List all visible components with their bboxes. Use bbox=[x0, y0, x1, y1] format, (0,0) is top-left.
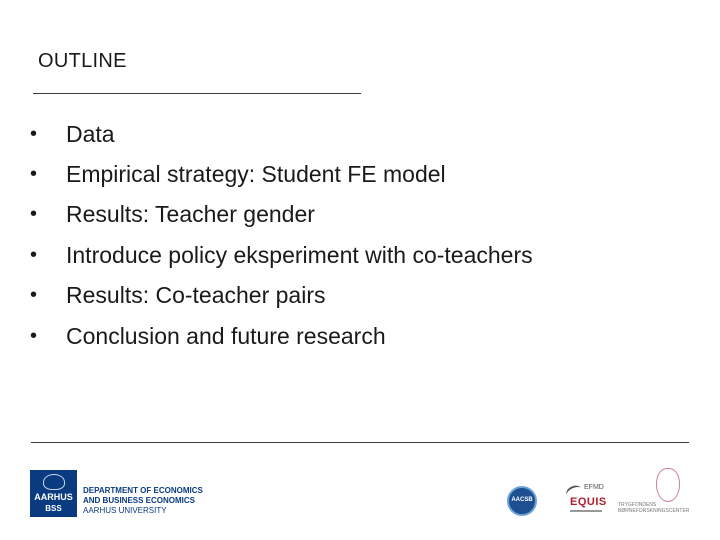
list-item bbox=[30, 316, 533, 356]
dept-line: DEPARTMENT OF ECONOMICS bbox=[83, 486, 203, 495]
equis-label: EQUIS bbox=[570, 496, 607, 508]
list-item-text: Empirical strategy: Student FE model bbox=[66, 161, 446, 188]
equis-logo bbox=[562, 484, 612, 518]
list-item bbox=[30, 154, 533, 194]
list-item-text: Results: Teacher gender bbox=[66, 201, 315, 228]
efmd-label: EFMD bbox=[584, 484, 604, 491]
aarhus-bss-logo bbox=[30, 470, 77, 517]
accredited-bar bbox=[570, 510, 602, 512]
bullet-icon: • bbox=[30, 284, 38, 307]
list-item-text: Conclusion and future research bbox=[66, 322, 386, 349]
aacsb-label: AACSB bbox=[511, 497, 533, 503]
institute-logo bbox=[618, 464, 688, 520]
aacsb-logo bbox=[507, 486, 537, 516]
footer-divider bbox=[31, 442, 689, 443]
dept-line: AND BUSINESS ECONOMICS bbox=[83, 496, 196, 505]
institute-line: BØRNEFORSKNINGSCENTER bbox=[618, 508, 690, 514]
list-item bbox=[30, 276, 533, 316]
bullet-icon: • bbox=[30, 163, 38, 186]
slide-title: OUTLINE bbox=[38, 50, 127, 72]
university-name: AARHUS UNIVERSITY bbox=[83, 506, 167, 515]
bullet-icon: • bbox=[30, 324, 38, 347]
title-underline bbox=[33, 93, 361, 94]
department-name bbox=[83, 486, 203, 516]
outline-list bbox=[30, 114, 533, 356]
list-item-text: Data bbox=[66, 120, 115, 147]
logo-text-aarhus: AARHUS bbox=[34, 492, 73, 502]
university-seal-icon bbox=[43, 474, 65, 490]
institute-emblem-icon bbox=[656, 468, 680, 502]
bullet-icon: • bbox=[30, 122, 38, 145]
list-item bbox=[30, 195, 533, 235]
bullet-icon: • bbox=[30, 243, 38, 266]
bullet-icon: • bbox=[30, 203, 38, 226]
logo-text-bss: BSS bbox=[45, 504, 62, 513]
list-item bbox=[30, 235, 533, 275]
list-item-text: Results: Co-teacher pairs bbox=[66, 282, 326, 309]
institute-line: TRYGFONDENS bbox=[618, 502, 657, 508]
institute-name bbox=[618, 502, 689, 514]
list-item bbox=[30, 114, 533, 154]
list-item-text: Introduce policy eksperiment with co-teachers bbox=[66, 241, 533, 268]
